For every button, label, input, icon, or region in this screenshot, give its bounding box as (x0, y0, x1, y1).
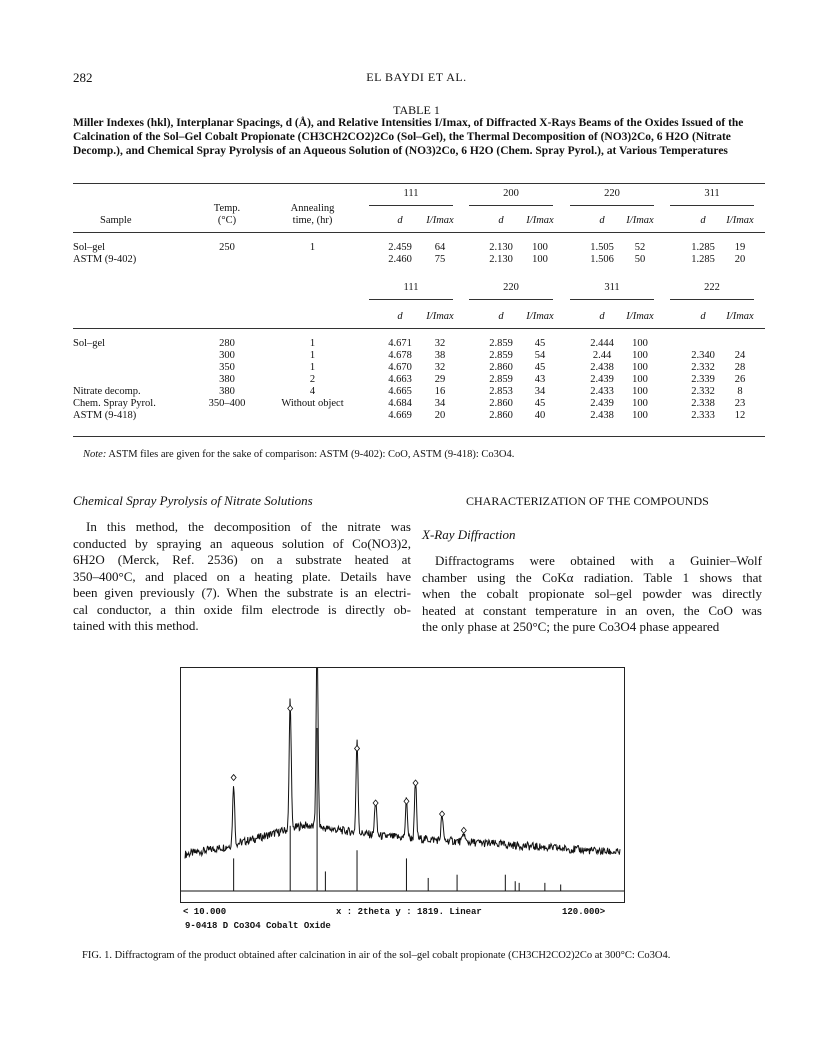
intensity-value: 100 (632, 350, 648, 361)
right-section-heading: CHARACTERIZATION OF THE COMPOUNDS (466, 494, 709, 508)
temp-cell: 380 (219, 374, 235, 385)
temp-cell: 250 (219, 242, 235, 253)
group-rule (369, 205, 453, 206)
intensity-value: 100 (632, 386, 648, 397)
d-value: 4.669 (388, 410, 412, 421)
d-value: 2.860 (489, 398, 513, 409)
intensity-value: 45 (534, 338, 546, 349)
intensity-value: 19 (734, 242, 746, 253)
table-caption: Miller Indexes (hkl), Interplanar Spacings, d (Å), and Relative Intensities I/Imax, of Diffracted X-Rays Beams of the Oxides Issued of the Calcination of the Sol–Gel Cobalt Propionate (CH3CH2CO2)2Co (Sol–Gel), the Thermal Decomposition of (NO3)2Co, 6 H2O (Nitrate Decomp.), and Chemical Spray Pyrolysis of an Aqueous Solution of (NO3)2Co, 6 H2O (Chem. Spray Pyrol.), at Various Temperatures (73, 117, 744, 157)
left-paragraph-line: tained with this method. (73, 618, 199, 633)
left-paragraph-line: 6H2O (Merck, Ref. 2536) on a substrate heated at (73, 552, 411, 567)
d-value: 2.859 (489, 374, 513, 385)
sample-cell: Chem. Spray Pyrol. (73, 398, 156, 409)
d-value: 2.439 (590, 398, 614, 409)
d-value: 2.130 (489, 254, 513, 265)
hkl-header: 311 (704, 188, 720, 199)
d-value: 4.671 (388, 338, 412, 349)
time-cell: 1 (309, 242, 316, 253)
d-value: 2.333 (691, 410, 715, 421)
time-cell: 2 (309, 374, 316, 385)
temp-cell: 280 (219, 338, 235, 349)
d-header: d (498, 215, 504, 226)
d-value: 4.665 (388, 386, 412, 397)
d-header: d (599, 311, 605, 322)
d-value: 2.853 (489, 386, 513, 397)
d-value: 2.332 (691, 362, 715, 373)
d-value: 2.340 (691, 350, 715, 361)
intensity-value: 38 (434, 350, 446, 361)
group-rule (670, 205, 754, 206)
d-value: 2.860 (489, 362, 513, 373)
intensity-value: 24 (734, 350, 746, 361)
peak-marker (288, 705, 293, 711)
intensity-header: I/Imax (626, 311, 654, 322)
group-rule (570, 299, 654, 300)
group-rule (369, 299, 453, 300)
group-rule (670, 299, 754, 300)
diffraction-curve (185, 668, 620, 859)
d-header: d (599, 215, 605, 226)
intensity-value: 32 (434, 338, 446, 349)
intensity-value: 34 (534, 386, 546, 397)
sample-cell: Nitrate decomp. (73, 386, 141, 397)
intensity-value: 54 (534, 350, 546, 361)
intensity-value: 52 (634, 242, 646, 253)
table-bottom-rule (73, 436, 765, 437)
intensity-header: I/Imax (526, 215, 554, 226)
intensity-value: 23 (734, 398, 746, 409)
table-top-rule (73, 183, 765, 184)
time-cell: 1 (309, 350, 316, 361)
d-header: d (397, 215, 403, 226)
d-header: d (700, 311, 706, 322)
hkl-header: 111 (403, 188, 419, 199)
intensity-value: 34 (434, 398, 446, 409)
group-rule (469, 299, 553, 300)
intensity-header: I/Imax (526, 311, 554, 322)
time-cell: 4 (309, 386, 316, 397)
d-value: 2.859 (489, 350, 513, 361)
x-end-label: 120.000> (562, 907, 606, 917)
sample-cell: Sol–gel (73, 242, 106, 253)
d-value: 1.506 (590, 254, 614, 265)
left-paragraph-line: 350–400°C, and placed on a heating plate. Details have (73, 568, 411, 584)
right-paragraph-line: the only phase at 250°C; the pure Co3O4 phase appeared (422, 619, 720, 634)
d-value: 4.678 (388, 350, 412, 361)
d-value: 1.285 (691, 242, 715, 253)
note-label: Note: (83, 449, 107, 460)
intensity-header: I/Imax (726, 311, 754, 322)
intensity-header: I/Imax (726, 215, 754, 226)
left-paragraph-line: conducted by spraying an aqueous solution of Co(NO3)2, (73, 535, 411, 551)
diffractogram-plot (181, 668, 624, 902)
d-header: d (498, 311, 504, 322)
time-cell: Without object (281, 398, 344, 409)
intensity-value: 45 (534, 398, 546, 409)
left-section-heading: Chemical Spray Pyrolysis of Nitrate Solutions (73, 493, 313, 508)
page-number: 282 (73, 70, 93, 85)
intensity-value: 100 (532, 242, 548, 253)
temp-cell: 350–400 (208, 398, 246, 409)
temp-cell: 350 (219, 362, 235, 373)
d-value: 2.332 (691, 386, 715, 397)
intensity-value: 28 (734, 362, 746, 373)
intensity-value: 20 (434, 410, 446, 421)
d-value: 2.859 (489, 338, 513, 349)
intensity-value: 100 (632, 362, 648, 373)
intensity-header: I/Imax (626, 215, 654, 226)
peak-marker (231, 775, 236, 781)
hkl-header: 222 (704, 282, 720, 293)
group-rule (469, 205, 553, 206)
intensity-value: 29 (434, 374, 446, 385)
sample-cell: ASTM (9-418) (73, 410, 137, 421)
hkl-header: 220 (604, 188, 620, 199)
intensity-value: 12 (734, 410, 746, 421)
intensity-value: 64 (434, 242, 446, 253)
temp-cell: 300 (219, 350, 235, 361)
d-value: 2.433 (590, 386, 614, 397)
time-cell: 1 (309, 338, 316, 349)
d-value: 2.338 (691, 398, 715, 409)
anneal-header: Annealing (290, 203, 335, 214)
d-value: 2.438 (590, 362, 614, 373)
note-text: ASTM files are given for the sake of comparison: ASTM (9-402): CoO, ASTM (9-418): Co3O4. (108, 449, 515, 460)
hkl-header: 111 (403, 282, 419, 293)
temp-header: Temp. (213, 203, 241, 214)
left-paragraph-line: In this method, the decomposition of the nitrate was (86, 519, 411, 534)
right-paragraph-line: when the cobalt propionate sol–gel powder was directly (422, 586, 762, 601)
intensity-value: 32 (434, 362, 446, 373)
d-value: 2.459 (388, 242, 412, 253)
group-rule (570, 205, 654, 206)
peak-marker (355, 745, 360, 751)
anneal-unit-header: time, (hr) (292, 215, 333, 226)
intensity-value: 45 (534, 362, 546, 373)
intensity-value: 16 (434, 386, 446, 397)
sample-cell: Sol–gel (73, 338, 106, 349)
temp-cell: 380 (219, 386, 235, 397)
x-start-label: < 10.000 (183, 907, 227, 917)
right-paragraph-line: chamber using the CoKα radiation. Table 1 shows that (422, 569, 762, 585)
peak-marker (440, 811, 445, 817)
sample-header: Sample (100, 215, 132, 226)
intensity-value: 50 (634, 254, 646, 265)
right-subheading: X-Ray Diffraction (422, 527, 516, 542)
peak-marker (461, 827, 466, 833)
d-value: 4.670 (388, 362, 412, 373)
intensity-value: 100 (632, 410, 648, 421)
right-paragraph-line: heated at constant temperature in an oven, the CoO was (422, 602, 762, 618)
d-value: 4.663 (388, 374, 412, 385)
d-header: d (700, 215, 706, 226)
table-label: TABLE 1 (393, 103, 440, 117)
d-value: 2.130 (489, 242, 513, 253)
left-paragraph-line: cal conductor, a thin oxide film electrode is directly ob- (73, 601, 411, 617)
sample-cell: ASTM (9-402) (73, 254, 137, 265)
d-value: 4.684 (388, 398, 412, 409)
intensity-value: 75 (434, 254, 446, 265)
right-paragraph (422, 553, 762, 636)
intensity-value: 100 (632, 374, 648, 385)
hkl-header: 220 (503, 282, 519, 293)
header-rule (73, 232, 765, 233)
diffractogram-figure (180, 667, 625, 903)
d-value: 1.505 (590, 242, 614, 253)
intensity-value: 26 (734, 374, 746, 385)
hkl-header: 311 (604, 282, 620, 293)
intensity-value: 43 (534, 374, 546, 385)
reference-label: 9-0418 D Co3O4 Cobalt Oxide (185, 921, 331, 931)
peak-marker (373, 800, 378, 806)
left-paragraph (73, 519, 411, 635)
peak-marker (413, 780, 418, 786)
d-value: 2.444 (590, 338, 614, 349)
d-value: 2.460 (388, 254, 412, 265)
intensity-value: 8 (737, 386, 743, 397)
figure-caption: FIG. 1. Diffractogram of the product obtained after calcination in air of the sol–gel cobalt propionate (CH3CH2CO2)2Co at 300°C: Co3O4. (82, 950, 671, 961)
d-value: 2.44 (592, 350, 612, 361)
right-paragraph-line: Diffractograms were obtained with a Guinier–Wolf (435, 553, 762, 568)
header-rule (73, 328, 765, 329)
hkl-header: 200 (503, 188, 519, 199)
d-header: d (397, 311, 403, 322)
d-value: 2.438 (590, 410, 614, 421)
d-value: 2.339 (691, 374, 715, 385)
table-note (83, 449, 514, 460)
intensity-value: 100 (532, 254, 548, 265)
peak-marker (404, 798, 409, 804)
intensity-value: 20 (734, 254, 746, 265)
intensity-header: I/Imax (426, 311, 454, 322)
left-paragraph-line: been given previously (7). When the substrate is an electri- (73, 585, 411, 600)
d-value: 2.860 (489, 410, 513, 421)
intensity-header: I/Imax (426, 215, 454, 226)
d-value: 2.439 (590, 374, 614, 385)
intensity-value: 40 (534, 410, 546, 421)
running-head: EL BAYDI ET AL. (366, 70, 467, 84)
d-value: 1.285 (691, 254, 715, 265)
intensity-value: 100 (632, 338, 648, 349)
axis-info-label: x : 2theta y : 1819. Linear (336, 907, 482, 917)
intensity-value: 100 (632, 398, 648, 409)
temp-unit-header: (°C) (217, 215, 237, 226)
time-cell: 1 (309, 362, 316, 373)
